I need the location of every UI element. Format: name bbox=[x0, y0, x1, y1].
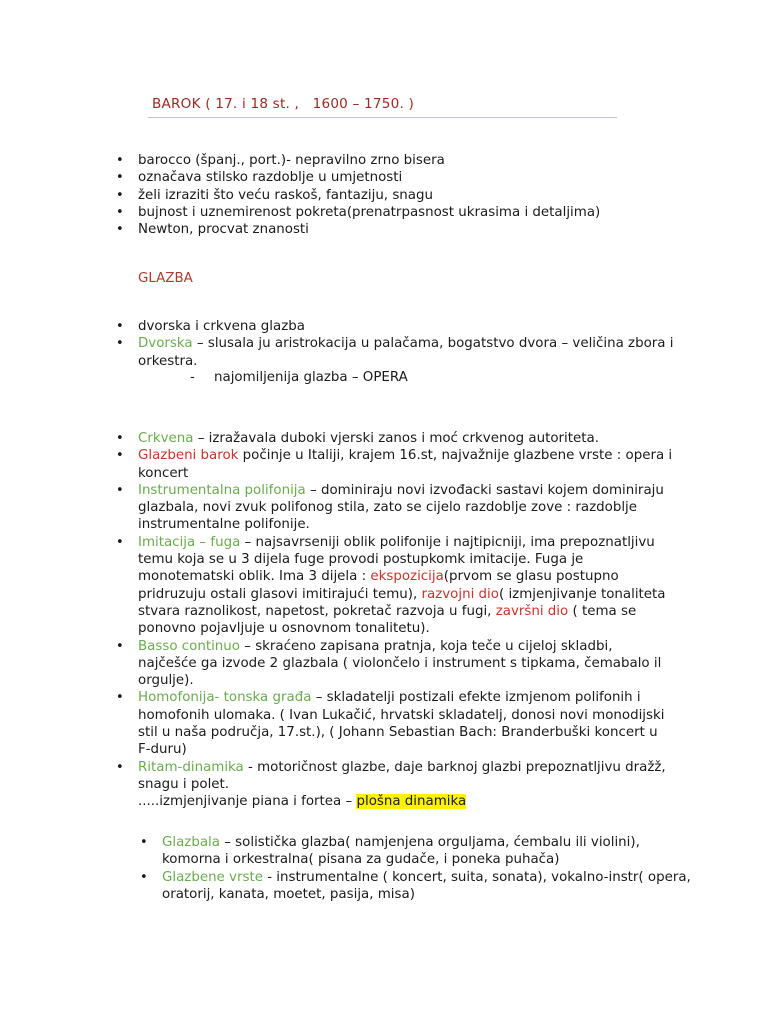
term-label: Glazbene vrste bbox=[162, 869, 263, 885]
main-bullet-list bbox=[114, 430, 674, 811]
list-item: • barocco (španj., port.)- nepravilno zrno bisera bbox=[114, 152, 600, 169]
item-text: – slusala ju aristrokacija u palačama, bogatstvo dvora – veličina zbora i orkestra. bbox=[138, 336, 674, 369]
term-label: Imitacija – fuga bbox=[138, 534, 241, 550]
list-item: • bujnost i uznemirenost pokreta(prenatrpasnost ukrasima i detaljima) bbox=[114, 204, 600, 221]
list-item bbox=[114, 638, 674, 690]
term-label: Instrumentalna polifonija bbox=[138, 482, 306, 498]
item-text: - instrumentalne ( koncert, suita, sonata), vokalno-instr( opera, oratorij, kanata, moetet, pasija, misa) bbox=[162, 869, 691, 902]
intro-bullet-list bbox=[114, 152, 600, 238]
term-label: Ritam-dinamika bbox=[138, 759, 244, 775]
term-label: završni dio bbox=[495, 603, 569, 619]
term-label: Dvorska bbox=[138, 336, 193, 352]
list-item bbox=[114, 335, 674, 370]
item-text: .....izmjenjivanje piana i fortea – bbox=[138, 794, 357, 810]
dash-marker: - bbox=[190, 370, 195, 385]
term-label: Homofonija- tonska građa bbox=[138, 690, 312, 706]
list-item bbox=[138, 869, 698, 904]
item-text: ( tema se ponovno pojavljuje u osnovnom tonalitetu). bbox=[138, 603, 637, 637]
list-item: • želi izraziti što veću raskoš, fantaziju, snagu bbox=[114, 187, 600, 204]
list-item: • Newton, procvat znanosti bbox=[114, 221, 600, 238]
item-text: počinje u Italiji, krajem 16.st, najvažnije glazbene vrste : opera i koncert bbox=[138, 448, 673, 481]
highlighted-text: plošna dinamika bbox=[356, 794, 467, 810]
list-item bbox=[114, 447, 674, 482]
item-text: – dominiraju novi izvođacki sastavi kojem dominiraju glazbala, novi zvuk polifonog stila, zato se cijelo razdoblje zove : razdoblje instrumentalne polifonije. bbox=[138, 482, 664, 533]
term-label: Crkvena bbox=[138, 431, 194, 446]
list-item bbox=[114, 534, 674, 638]
item-text: – skraćeno zapisana pratnja, koja teče u cijeloj skladbi, najčešće ga izvode 2 glazbala ( violončelo i instrument s tipkama, čemabalo il orgulje). bbox=[138, 638, 662, 689]
term-label: Basso continuo bbox=[138, 638, 240, 654]
list-item bbox=[114, 430, 674, 447]
term-label: Glazbala bbox=[162, 835, 220, 850]
list-item bbox=[138, 834, 698, 869]
glazba-bullet-list bbox=[114, 318, 674, 370]
item-text: – najsavrseniji oblik polifonije i najtipicniji, ima prepoznatljivu temu koja se u 3 dijela fuge provodi postupkomk imitacije. Fuga je monotematski oblik. Ima 3 dijela : bbox=[138, 534, 655, 585]
list-item: • označava stilsko razdoblje u umjetnosti bbox=[114, 169, 600, 186]
title-underline bbox=[148, 117, 617, 118]
sub-bullet-list bbox=[138, 834, 698, 903]
list-item bbox=[114, 759, 674, 794]
list-item bbox=[114, 689, 674, 758]
sub-item bbox=[190, 370, 408, 385]
term-label: Glazbeni barok bbox=[138, 448, 239, 464]
term-label: ekspozicija bbox=[370, 569, 444, 585]
continuation-line bbox=[114, 793, 674, 810]
item-text: - motoričnost glazbe, daje barknoj glazbi prepoznatljivu dražž, snagu i polet. bbox=[138, 759, 666, 792]
list-item: • dvorska i crkvena glazba bbox=[114, 318, 674, 335]
item-text: – solistička glazba( namjenjena orguljama, ćembalu ili violini), komorna i orkestralna( pisana za gudače, i poneka puhača) bbox=[162, 835, 640, 868]
sub-item-text: najomiljenija glazba – OPERA bbox=[214, 370, 408, 385]
item-text: (prvom se glasu postupno pridruzuju ostali glasovi imitirajući temu), bbox=[138, 569, 619, 602]
item-text: – skladatelji postizali efekte izmjenom polifonih i homofonih ulomaka. ( Ivan Lukačić, hrvatski skladatelj, donosi novi monodijski stil u naša područja, 17.st.), ( Johann Sebastian Bach: Branderbuški koncert u F-duru) bbox=[138, 690, 665, 758]
page-title: BAROK ( 17. i 18 st. , 1600 – 1750. ) bbox=[152, 96, 414, 112]
term-label: razvojni dio bbox=[421, 586, 499, 602]
list-item bbox=[114, 482, 674, 534]
item-text: – izražavala duboki vjerski zanos i moć crkvenog autoriteta. bbox=[193, 431, 599, 446]
item-text: ( izmjenjivanje tonaliteta stvara raznolikost, napetost, pokretač razvoja u fugi, bbox=[138, 586, 666, 619]
section-heading: GLAZBA bbox=[138, 271, 193, 286]
